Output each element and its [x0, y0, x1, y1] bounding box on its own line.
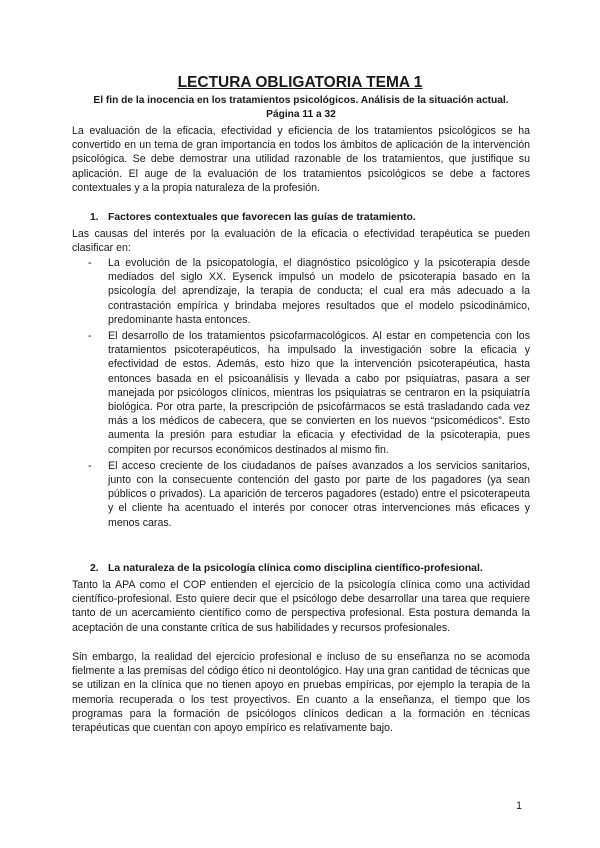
bullet-text: La evolución de la psicopatología, el diagnóstico psicológico y la psicoterapia desde mediados del siglo XX. Eysenck impulsó un modelo de psicoterapia basado en la psicología del aprendizaje, la terapia de conducta; el cual era más adecuado a la contrastación empírica y brindaba mejores resultados que el modelo psicodinámico, predominante hasta entonces. [108, 257, 530, 326]
intro-paragraph: La evaluación de la eficacia, efectividad y eficiencia de los tratamientos psicológicos se ha convertido en un tema de gran importancia en todos los ámbitos de aplicación de la intervención psicológica. Se debe demostrar una utilidad razonable de los tratamientos, que justifique su aplicación. El auge de la evaluación de los tratamientos psicológicos se debe a factores contextuales y a la propia naturaleza de la profesión. [72, 125, 530, 194]
document-subtitle [72, 94, 530, 122]
page-number: 1 [516, 800, 522, 812]
section-1-heading-text: Factores contextuales que favorecen las guías de tratamiento. [108, 212, 416, 223]
subtitle-text: El fin de la inocencia en los tratamientos psicológicos. Análisis de la situación actual. [93, 95, 509, 106]
list-item [88, 329, 530, 457]
section-2-paragraph-2: Sin embargo, la realidad del ejercicio profesional e incluso de su enseñanza no se acomoda fielmente a las premisas del código ético ni deontológico. Hay una gran cantidad de técnicas que se utilizan en la clínica que no tienen apoyo en pruebas empíricas, por ejemplo la terapia de la memoria recuperada o los test proyectivos. En cuanto a la enseñanza, el tiempo que los programas para la formación de psicólogos clínicos dedican a la formación en técnicas terapéuticas que cuentan con apoyo empírico es relativamente bajo. [72, 651, 530, 735]
section-2-number: 2. [90, 563, 99, 574]
section-2-heading-text: La naturaleza de la psicología clínica como disciplina científico-profesional. [108, 563, 483, 574]
section-2-paragraph-1: Tanto la APA como el COP entienden el ejercicio de la psicología clínica como una actividad científico-profesional. Esto quiere decir que el psicólogo debe desarrollar una tarea que requiere tanto de un acercamiento científico como de perspectiva profesional. Esta postura demanda la aceptación de una constante crítica de sus habilidades y recursos profesionales. [72, 579, 530, 634]
bullet-text: El desarrollo de los tratamientos psicofarmacológicos. Al estar en competencia con los tratamientos psicoterapéuticos, ha impulsado la investigación sobre la eficacia y efectividad de estos. Además, esto hizo que la intervención psicoterapéutica, hasta entonces basada en el psicoanálisis y llevada a cabo por psiquiatras, pasara a ser manejada por psicólogos clínicos, mientras los psiquiatras se centraron en la psiquiatría biológica. Por otra parte, la prescripción de psicofármacos se está trasladando cada vez más a los médicos de cabecera, que se convierten en los nuevos “psicomédicos”. Esto aumenta la presión para estudiar la eficacia y efectividad de la psicoterapia, pues compiten por recursos económicos destinados al mismo fin. [108, 330, 530, 456]
list-item [88, 256, 530, 327]
section-1-heading [90, 212, 530, 223]
section-1-bullet-list [88, 256, 530, 532]
section-1-lead: Las causas del interés por la evaluación de la eficacia o efectividad terapéutica se pueden clasificar en: [72, 228, 530, 255]
section-1-number: 1. [90, 212, 99, 223]
document-title: LECTURA OBLIGATORIA TEMA 1 [177, 74, 423, 91]
list-item [88, 459, 530, 530]
bullet-marker: - [88, 459, 92, 472]
section-2-heading [90, 563, 530, 574]
bullet-text: El acceso creciente de los ciudadanos de países avanzados a los servicios sanitarios, junto con la consecuente contención del gasto por parte de los pagadores (ya sean públicos o privados). La aparición de terceros pagadores (estado) entre el psicoterapeuta y el cliente ha acentuado el interés por conocer otras intervenciones más eficaces y menos caras. [108, 459, 530, 529]
pages-reference: Página 11 a 32 [266, 109, 336, 120]
bullet-marker: - [88, 330, 92, 343]
bullet-marker: - [88, 257, 92, 269]
